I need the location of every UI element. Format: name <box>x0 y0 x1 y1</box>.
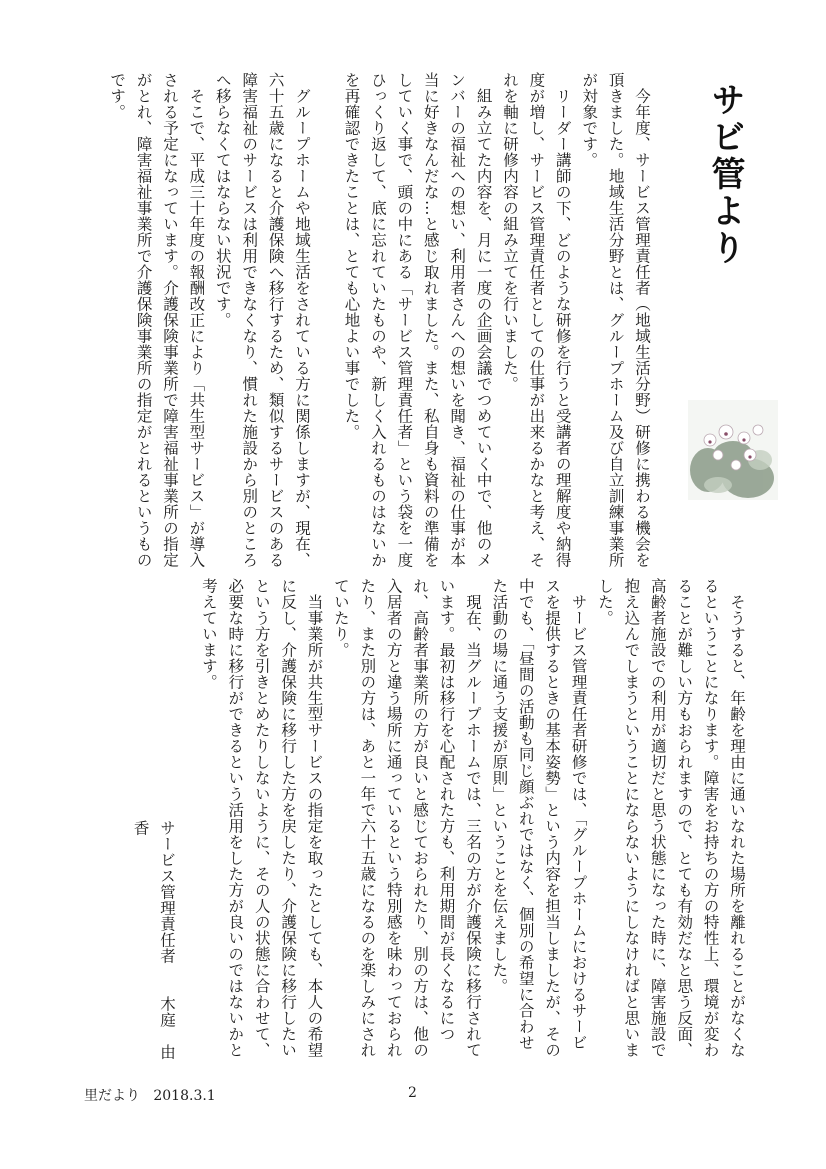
paragraph: そうすると、年齢を理由に通いなれた場所を離れることがなくなるということになります。障害をお持ちの方の特性上、環境が変わることが難しい方もおられますので、とても有効だなと思う反面、高齢者施設での利用が適切だと思う状態になった時に、障害施設で抱え込んでしまうということにならないようにしなければと思いました。 <box>595 578 746 1058</box>
footer-newsletter <box>84 1085 216 1105</box>
paragraph: 組み立てた内容を、月に一度の企画会議でつめていく中で、他のメンバーの福祉への想い、利用者さんへの想いを聞き、福祉の仕事が本当に好きなんだな…と感じ取れました。また、私自身も資料の準備をしていく事で、頭の中にある「サービス管理責任者」という袋を一度ひっくり返して、底に忘れていたものや、新しく入れるものはないかを再確認できたことは、とても心地よい事でした。 <box>342 72 493 568</box>
signature <box>120 820 180 1060</box>
signature-name: 木庭 由香 <box>131 820 176 1060</box>
paragraph: リーダー講師の下、どのような研修を行うと受講者の理解度や納得度が増し、サービス管理責任者としての仕事が出来るかなと考え、それを軸に研修内容の組み立てを行いました。 <box>500 72 572 568</box>
paragraph: サービス管理責任者研修では、「グループホームにおけるサービスを提供するときの基本姿勢」という内容を担当しましたが、その中でも、「昼間の活動も同じ顔ぶれではなく、個別の希望に合わせた活動の場に通う支援が原則」ということを伝えました。 <box>490 578 588 1058</box>
paragraph: 今年度、サービス管理責任者（地域生活分野）研修に携わる機会を頂きました。地域生活分野とは、グループホーム及び自立訓練事業所が対象です。 <box>580 72 651 568</box>
newsletter-name: 里だより <box>84 1088 140 1104</box>
signature-role: サービス管理責任者 <box>158 820 176 964</box>
paragraph: グループホームや地域生活をされている方に関係しますが、現在、六十五歳になると介護保険へ移行するため、類似するサービスのある障害福祉のサービスは利用できなくなり、慣れた施設から別のところへ移らなくてはならない状況です。 <box>213 72 311 568</box>
paragraph: 現在、当グループホームでは、三名の方が介護保険に移行されています。最初は移行を心配された方も、利用期間が長くなるにつれ、高齢者事業所の方が良いと感じておられたり、別の方は、他の入居者の方と違う場所に通っているという特別感を味わっておられたり、また別の方は、あと一年で六十五歳になるのを楽しみにされていたり。 <box>331 578 482 1058</box>
issue-date: 2018.3.1 <box>153 1088 216 1104</box>
flower-photo <box>688 400 778 500</box>
article-bottom <box>180 578 750 1058</box>
page-title: サビ管より <box>705 82 745 267</box>
article-top-right <box>325 72 655 572</box>
article-top-left <box>100 72 315 572</box>
paragraph: そこで、平成三十年度の報酬改正により「共生型サービス」が導入される予定になっています。介護保険事業所で障害福祉事業所の指定がとれ、障害福祉事業所で介護保険事業所の指定がとれるというものです。 <box>108 72 206 568</box>
paragraph: 当事業所が共生型サービスの指定を取ったとしても、本人の希望に反し、介護保険に移行した方を戻したり、介護保険に移行したいという方を引きとめたりしないように、その人の状態に合わせて、必要な時に移行ができるという活用をした方が良いのではないかと考えています。 <box>199 578 324 1058</box>
page-number: 2 <box>408 1085 417 1101</box>
